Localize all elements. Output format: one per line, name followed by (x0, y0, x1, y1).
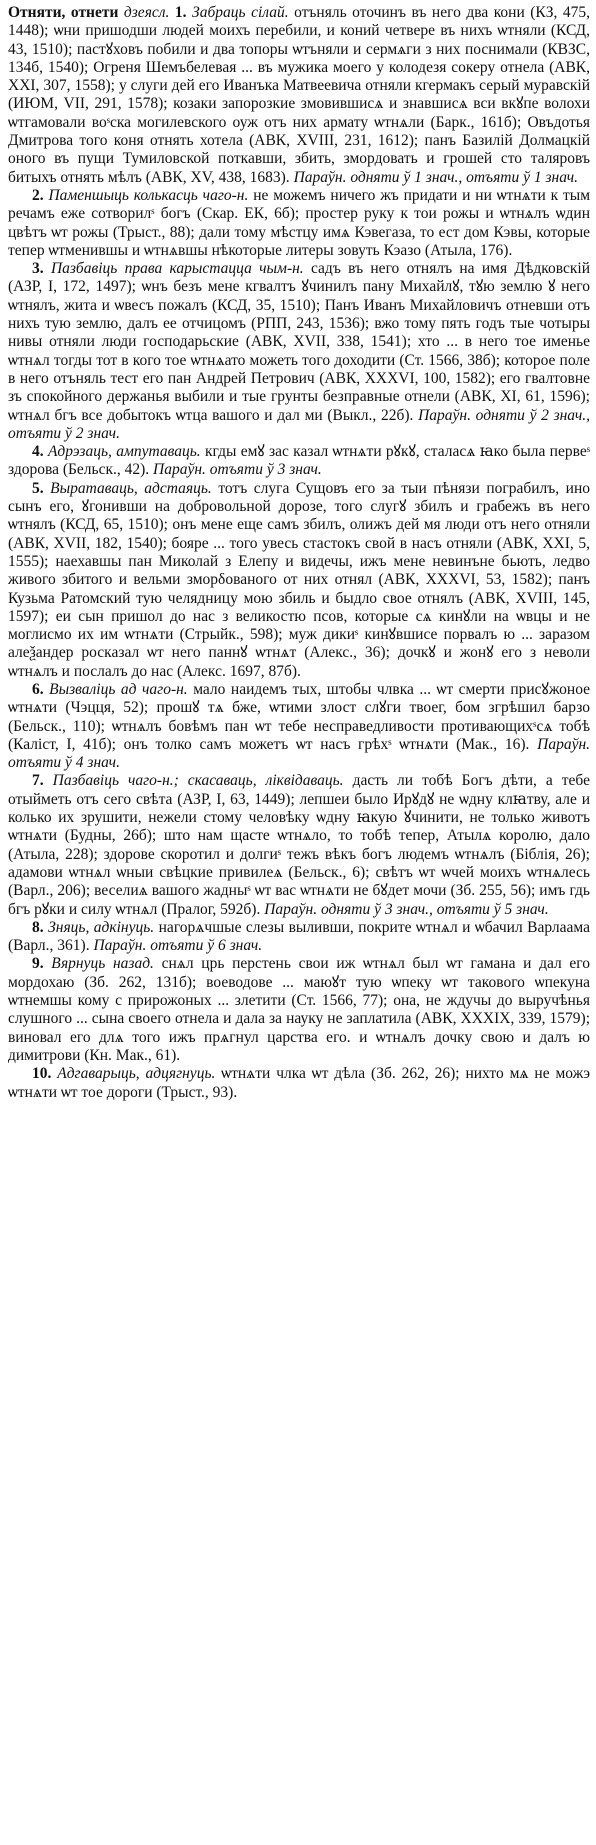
sense-number: 5. (32, 479, 44, 497)
sense-definition: Вярнуць назад. (51, 955, 154, 973)
sense-definition: Паменшыць колькасць чаго-н. (48, 186, 249, 204)
sense-definition: Пазбавіць чаго-н.; скасаваць, ліквідаваць. (52, 772, 344, 790)
sense-citations: отъняль оточинъ въ него два кони (КЗ, 475, 1448); ѡни пришодши людей моихъ перебили, и коний четвере въ нихъ ѡтняли (КСД, 43, 1510); пастꙋховъ побили и два топоры ѡтъняли и сермѧги з них поснимали (КВЗС, 134б, 1540); Огреня Шемъбелевая ... въ мужика моего у колодезя сокеру отнела (АВК, XXI, 307, 1558); у слуги дей его Иванъка Матвеевича отняли кгермакъ серый муравскій (ИЮМ, VII, 291, 1578); козаки запорозкие змовившисѧ и знавшисѧ вси вкꙋпе волохи ѡтгамовали воˢска могилевского оуж отъ них армату ѡтнѧли (Барк., 161б); Овъдотья Дмитрова того коня отнять хотела (АВК, XVIII, 231, 1612); панъ Базилій Долмацкій оного въ пущи Тумиловской поткавши, збить, змордовать и грошей сто таляровъ битыхъ отнять мѣлъ (АВК, XV, 438, 1683). (8, 4, 591, 186)
sense-7 (8, 772, 590, 918)
sense-definition: Адрэзаць, ампутаваць. (47, 443, 201, 461)
sense-4 (8, 443, 590, 480)
sense-citations: мало наидемъ тых, штобы члвка ... ѡт смерти присꙋжоное ѡтнѧти (Чэцця, 52); прошꙋ тѧ бже, ѡтими злост слꙋги твоег, бом згрѣшил барзо (Бельск., 110); ѡтнѧлъ бовѣмъ пан ѡт тебе несправедливости противающихˢсѧ тобѣ (Каліст, I, 41б); онъ толко самъ можетъ ѡт насъ грѣхˢ ѡтнѧти (Мак., 16). (8, 680, 591, 753)
sense-definition: Зняць, адкінуць. (48, 918, 155, 936)
sense-1 (8, 4, 590, 187)
headword-gloss: дзеясл. (123, 4, 170, 21)
cross-reference: Параўн. одняти ў 3 знач., отъяти ў 5 знач. (264, 900, 549, 918)
sense-citations: ѡтнѧти члка ѡт дѣла (Зб. 262, 26); нихто мѧ не можэ ѡтнѧти ѡт тое дороги (Трыст., 93). (8, 1065, 590, 1101)
cross-reference: Параўн. отъяти ў 6 знач. (93, 937, 263, 955)
sense-definition: Забраць сілай. (192, 4, 289, 21)
headword: Отняти, отнети (8, 4, 119, 21)
sense-3 (8, 260, 590, 443)
sense-8 (8, 919, 590, 956)
sense-citations: дасть ли тобѣ Богъ дѣти, а тебе отыйметь отъ сего свѣта (АЗР, I, 63, 1449); лепшеи было Ирꙋдꙋ не ѡдну клꙗтву, але и колько их зрушити, нежели стому человѣку ѡдну ꙗкую ꙋчинити, не только животъ ѡтнѧти (Будны, 26б); што нам щасте ѡтнѧло, то тобѣ тепер, Атылѧ королю, дало (Атыла, 228); здорове скоротил и долгиˢ тежъ вѣкъ богъ людемъ ѡтнѧлъ (Біблія, 26); адамови ѡтнѧл ѡныи свѣцкие привилеѧ (Бельск., 6); свѣтъ ѡт ѡчей моихъ ѡтнѧлесь (Варл., 206); веселиѧ вашого жадныˢ ѡт вас ѡтнѧти не бꙋдет мочи (Зб. 255, 56); имъ гдь бгъ рꙋки и силу ѡтнѧл (Пралог, 592б). (8, 772, 590, 918)
sense-number: 6. (32, 680, 44, 698)
sense-citations: садъ въ него отнялъ на имя Дѣдковскій (АЗР, I, 172, 1497); ѡнъ безъ мене кгвалтъ ꙋчинилъ пану Михайлꙋ, тꙋю землю ꙋ него ѡтнялъ, жита и ѡвесъ пожалъ (КСД, 35, 1510); Панъ Иванъ Михайловичъ отневши отъ нихъ тую землю, далъ ее отчицомъ (РПП, 243, 1536); вжо тому пять годъ тые чотыры нивы отняли люди господарьские (АВК, XVII, 338, 1541); хто ... в него тое именье ѡтнѧл тогды тот в кого тое ѡтнѧато можеть того доходити (Ст. 1566, 38б); которое поле в него отъняль тест его пан Андрей Петрович (АВК, XXXVI, 100, 1582); его гвалтовне зъ спокойного держанья выбили и тые грунты безправные отнели (АВК, XI, 61, 1596); ѡтнѧл бгъ все добытокъ ѡтца вашого и дал ми (Выкл., 22б). (8, 260, 591, 424)
sense-9 (8, 955, 590, 1065)
sense-2 (8, 187, 590, 260)
sense-number: 3. (32, 260, 44, 278)
sense-number: 9. (32, 955, 44, 973)
sense-definition: Выратаваць, адстаяць. (50, 479, 212, 497)
cross-reference: Параўн. одняти ў 2 знач., отъяти ў 2 знач. (8, 406, 590, 442)
sense-5 (8, 480, 590, 681)
sense-number: 8. (32, 918, 44, 936)
cross-reference: Параўн. одняти ў 1 знач., отъяти ў 1 знач. (293, 168, 579, 186)
sense-number: 10. (32, 1065, 52, 1083)
sense-citations: не можемъ ничего жъ придати и ни ѡтнѧти к тым речамъ еже сотворилˢ богъ (Скар. ЕК, 6б); простер руку к тои рожы и ѡтнѧлъ ѡдин цвѣтъ ѡт рожы (Трыст., 88); дали тому мѣстцу имѧ Кэвегаза, то ест дом Кэвы, которые тепер ѡтменившы и ѡтнѧвшы нѣкоторые литеры зовуть Кэазо (Атыла, 176). (8, 186, 591, 259)
sense-definition: Вызваліць ад чаго-н. (49, 680, 188, 698)
sense-10 (8, 1065, 590, 1102)
cross-reference: Параўн. отъяти ў 3 знач. (153, 461, 322, 479)
sense-definition: Адгаварыць, адцягнуць. (57, 1065, 216, 1083)
sense-citations: тотъ слуга Сущовъ его за тыи пѣнязи пограбилъ, ино сынъ его, ꙋгонивши на добровольной дорозе, того слугꙋ збилъ и грабежъ въ него ѡтнялъ (КСД, 65, 1510); онъ мене еще самъ збилъ, олижъ дей мя люди отъ него отняли (АВК, XVII, 182, 1540); бояре ... того увесь стастокъ свой в насъ отняли (АВК, XXI, 5, 1555); наехавшы пан Миколай з Елепу и видечы, ижъ мене невинъне бьють, ледво живого збитого и вельми зморδованого от них отнял (АВК, XXXVI, 53, 1582); панъ Кузьма Ратомский тую челядницу мою збиль и быдло свое отнялъ (АВК, XVIII, 145, 1597); еи сын пришол до нас з великостю псов, которые сѧ кинꙋли на ѡвцы и не моглисмо их им ѡтнѧти (Стрыйк., 598); муж дикиˢ кинꙋвшисе порвалъ ю ... заразом алеѯандер росказал ѡт него паннꙋ ѡтнѧт (Алекс., 36); дочкꙋ и жонꙋ его з неволи ѡтнѧлъ и послалъ до нас (Алекс. 1697, 87б). (8, 479, 591, 680)
sense-citations: снѧл црь перстень свои иж ѡтнѧл был ѡт гамана и дал его мордохаю (Зб. 262, 131б); воеводове ... маюꙋт тую ѡпеку ѡт такового ѡпекуна ѡтнемшы кому с прирожоных ... злетити (Ст. 1566, 77); она, не ждучы до выручѣнья слушного ... сына своего отнела и дала за науку не заплатила (АВК, XXXIX, 339, 1579); виновал его длѧ того ижъ прѧгнул царства его. и ѡтнѧлъ дочку свою и далъ ю димитрови (Кн. Мак., 61). (8, 955, 590, 1064)
sense-number: 2. (32, 186, 44, 204)
sense-number: 1. (174, 4, 187, 21)
sense-definition: Пазбавіць права карыстацца чым-н. (50, 260, 304, 278)
sense-citations: нагорѧчшые слезы выливши, покрите ѡтнѧл и ѡбачил Варлаама (Варл., 361). (8, 918, 590, 955)
sense-citations: кгды емꙋ зас казал ѡтнѧти рꙋкꙋ, сталасѧ ꙗко была первеˢ здорова (Бельск., 42). (8, 443, 591, 479)
sense-number: 4. (32, 443, 44, 461)
sense-number: 7. (32, 772, 44, 790)
cross-reference: Параўн. отъяти ў 4 знач. (8, 735, 591, 772)
sense-6 (8, 681, 590, 772)
